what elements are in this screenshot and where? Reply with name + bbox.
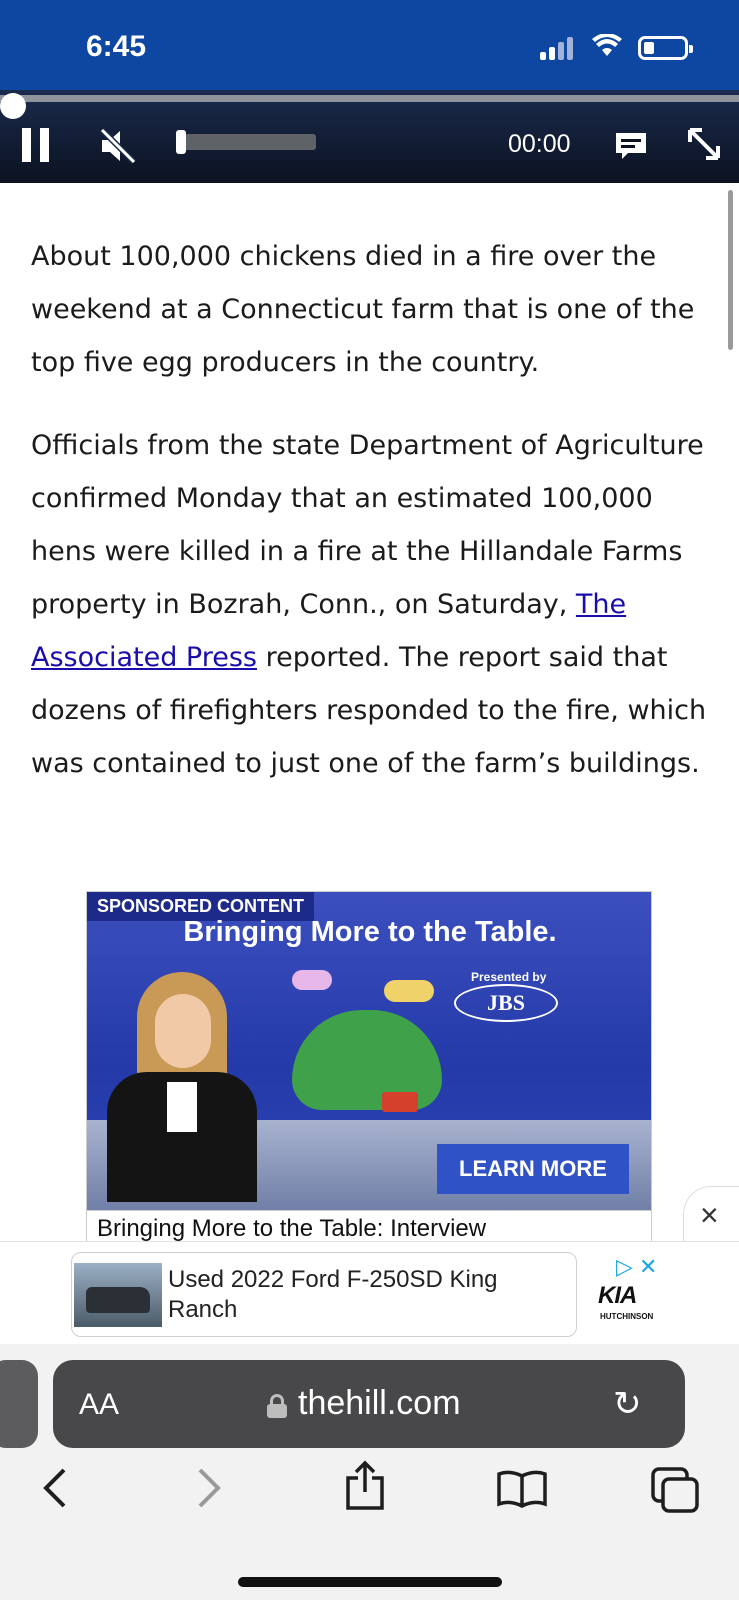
kia-logo: KIA <box>598 1282 637 1309</box>
paragraph-text: Officials from the state Department of Agriculture confirmed Monday that an estimated 100,000 hens were killed in a fire at the Hillandale Farms property in Bozrah, Conn., on Saturday, <box>31 430 704 620</box>
share-button[interactable] <box>344 1460 386 1523</box>
forward-button[interactable] <box>196 1466 224 1521</box>
speaker-muted-icon <box>98 126 138 166</box>
safari-nav-row <box>0 1466 739 1526</box>
jbs-logo: JBS <box>454 984 558 1022</box>
ad-banner[interactable] <box>0 1241 739 1344</box>
wifi-icon <box>592 34 622 65</box>
ad-close-button[interactable] <box>683 1186 739 1242</box>
ad-text: Used 2022 Ford F-250SD King Ranch <box>168 1266 498 1323</box>
url-text[interactable]: thehill.com <box>298 1384 461 1422</box>
tabs-icon <box>650 1466 700 1514</box>
status-time: 6:45 <box>86 30 147 63</box>
farm-illustration <box>292 970 442 1120</box>
status-bar <box>0 0 739 90</box>
adchoices-icon[interactable]: ▷ ✕ <box>616 1254 658 1279</box>
share-icon <box>344 1460 386 1512</box>
sponsored-caption-text: Bringing More to the Table: Interview <box>97 1215 487 1241</box>
article-paragraph <box>31 419 711 790</box>
page-scrollbar[interactable] <box>728 190 733 350</box>
reader-options-button[interactable]: AA <box>79 1388 120 1421</box>
safari-toolbar <box>0 1344 739 1600</box>
truck-image <box>74 1263 162 1327</box>
associated-press-link[interactable]: The Associated Press <box>31 589 627 673</box>
article-body <box>31 230 711 820</box>
presenter-image <box>107 972 257 1192</box>
video-time: 00:00 <box>508 130 571 158</box>
video-player[interactable] <box>0 90 739 183</box>
top-header <box>0 0 739 183</box>
sponsored-headline: Bringing More to the Table. <box>183 916 557 948</box>
forward-chevron-icon <box>196 1466 224 1510</box>
home-indicator[interactable] <box>238 1577 502 1587</box>
volume-slider[interactable] <box>176 134 316 150</box>
pause-button[interactable] <box>22 128 52 162</box>
sponsored-tag: SPONSORED CONTENT <box>87 892 314 921</box>
back-button[interactable] <box>40 1466 68 1521</box>
ad-card[interactable] <box>71 1252 577 1337</box>
tabs-button[interactable] <box>650 1466 700 1525</box>
article-paragraph: About 100,000 chickens died in a fire over the weekend at a Connecticut farm that is one of the top five egg producers in the country. <box>31 241 695 378</box>
video-seek-bar[interactable] <box>0 95 739 102</box>
presented-by-label: Presented by <box>471 970 547 984</box>
reload-icon[interactable]: ↻ <box>613 1385 642 1423</box>
book-icon <box>496 1468 548 1508</box>
fullscreen-button[interactable] <box>686 126 722 162</box>
dealer-logo: HUTCHINSON <box>600 1312 654 1321</box>
paragraph-text: reported. The report said that dozens of firefighters responded to the fire, which was contained to just one of the farm’s buildings. <box>31 642 707 779</box>
expand-icon <box>686 126 722 162</box>
previous-tab-preview[interactable] <box>0 1360 38 1448</box>
seek-knob[interactable] <box>0 93 26 119</box>
sponsored-caption[interactable] <box>86 1205 652 1241</box>
close-icon: × <box>700 1197 719 1233</box>
sponsored-content-card[interactable] <box>86 891 652 1211</box>
learn-more-button[interactable]: LEARN MORE <box>437 1144 629 1194</box>
mute-button[interactable] <box>98 126 138 166</box>
back-chevron-icon <box>40 1466 68 1510</box>
cellular-signal-icon <box>540 36 576 60</box>
volume-knob[interactable] <box>176 130 186 154</box>
captions-icon <box>614 131 648 161</box>
captions-button[interactable] <box>614 128 648 158</box>
bookmarks-button[interactable] <box>496 1468 548 1519</box>
address-bar[interactable] <box>53 1360 685 1448</box>
battery-icon <box>638 36 688 60</box>
lock-icon <box>267 1394 287 1418</box>
